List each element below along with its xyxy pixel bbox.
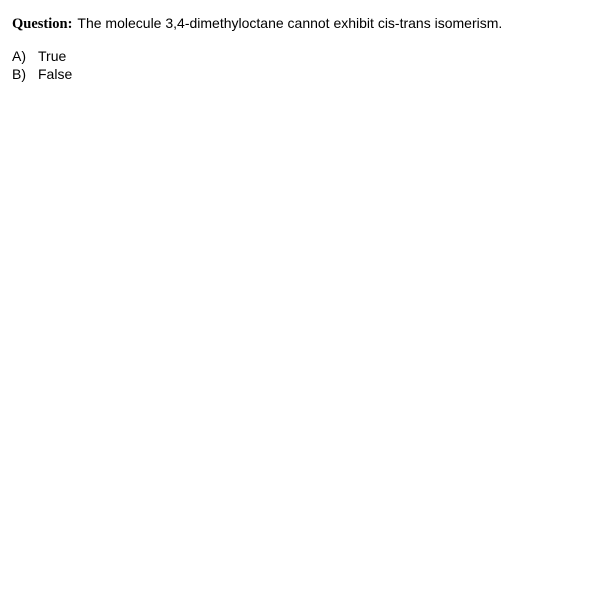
question-line: [12, 14, 588, 33]
question-text: The molecule 3,4-dimethyloctane cannot exhibit cis-trans isomerism.: [77, 15, 503, 31]
question-label: Question:: [12, 16, 73, 32]
option-text: False: [38, 66, 73, 82]
option-letter: A): [12, 48, 26, 64]
answer-options: [12, 47, 72, 83]
option-false[interactable]: [12, 65, 72, 83]
option-true[interactable]: [12, 47, 72, 65]
option-letter: B): [12, 66, 26, 82]
option-text: True: [38, 48, 67, 64]
